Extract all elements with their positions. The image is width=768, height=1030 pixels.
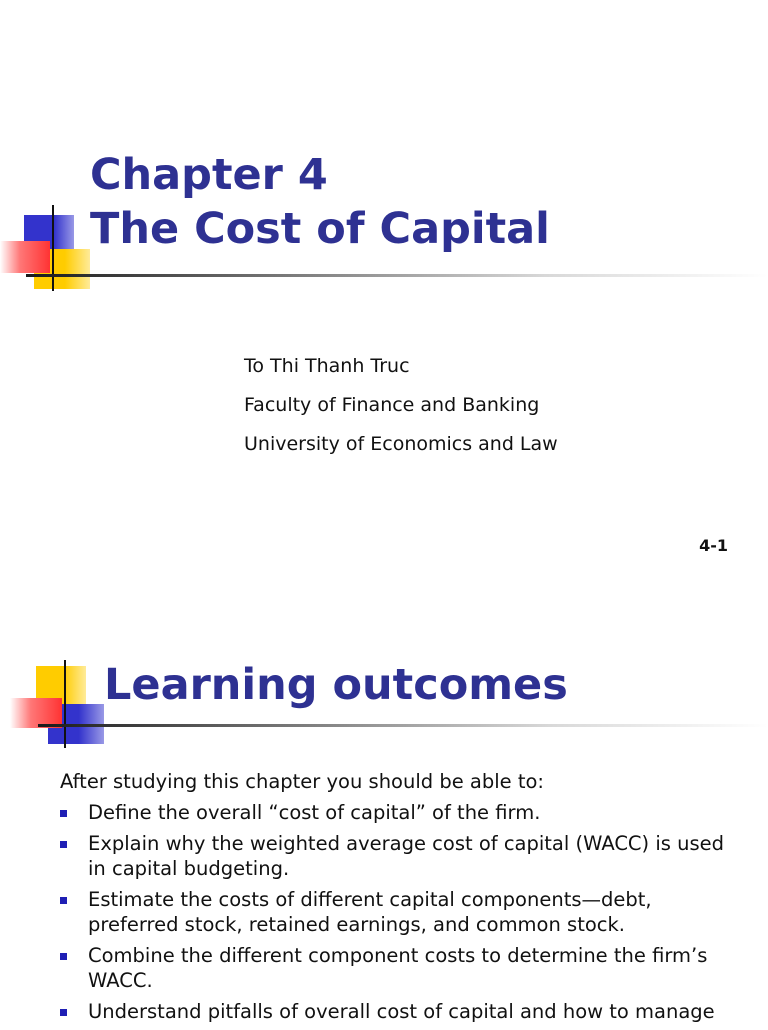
square-bullet-icon <box>60 953 67 960</box>
outcomes-list <box>60 800 740 1030</box>
vertical-line <box>52 205 54 291</box>
list-item: Combine the different component costs to determine the firm’s WACC. <box>60 943 740 993</box>
list-item: Define the overall “cost of capital” of the firm. <box>60 800 740 825</box>
square-bullet-icon <box>60 841 67 848</box>
square-bullet-icon <box>60 897 67 904</box>
list-item: Understand pitfalls of overall cost of capital and how to manage <box>60 999 740 1024</box>
author-university: University of Economics and Law <box>244 433 558 455</box>
list-item: Explain why the weighted average cost of capital (WACC) is used in capital budgeting. <box>60 831 740 881</box>
vertical-line <box>64 660 66 748</box>
learning-outcomes-slide <box>0 640 768 1024</box>
slide-title: Learning outcomes <box>104 660 568 710</box>
decorative-blocks <box>0 205 100 295</box>
chapter-label: Chapter 4 <box>90 150 328 200</box>
decorative-blocks <box>10 660 110 750</box>
title-rule <box>38 724 768 727</box>
red-block <box>0 241 50 273</box>
title-rule <box>26 274 768 277</box>
slide-title: The Cost of Capital <box>90 204 550 254</box>
author-block <box>244 352 558 469</box>
square-bullet-icon <box>60 810 67 817</box>
slide-number: 4-1 <box>699 536 728 555</box>
list-item: Estimate the costs of different capital components—debt, preferred stock, retained earnings, and common stock. <box>60 887 740 937</box>
author-faculty: Faculty of Finance and Banking <box>244 394 540 416</box>
square-bullet-icon <box>60 1009 67 1016</box>
author-name: To Thi Thanh Truc <box>244 355 410 377</box>
intro-text: After studying this chapter you should be able to: <box>60 770 544 793</box>
